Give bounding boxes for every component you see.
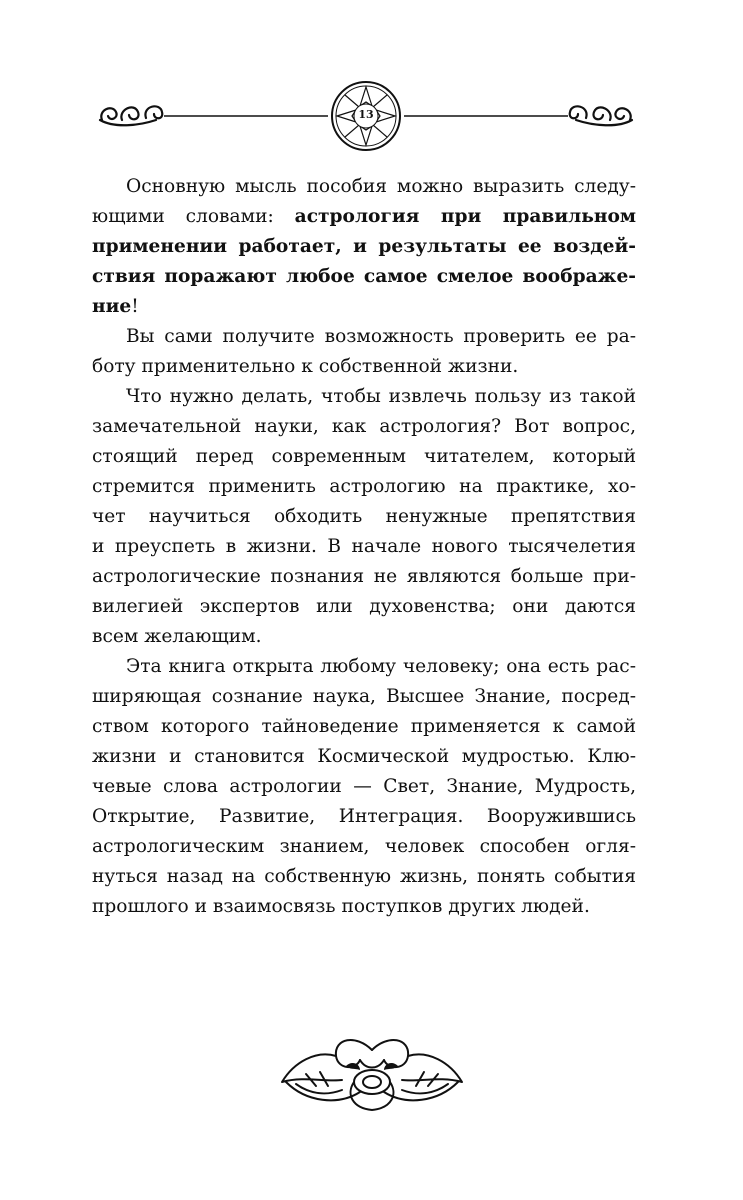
text-line bbox=[92, 532, 636, 562]
text-line bbox=[92, 202, 636, 232]
text-line bbox=[92, 412, 636, 442]
text-line bbox=[92, 502, 636, 532]
text-run: прошлого и взаимосвязь поступков других людей. bbox=[92, 896, 590, 917]
text-run: боту применительно к собственной жизни. bbox=[92, 356, 519, 377]
text-run: Что нужно делать, чтобы извлечь пользу из такой bbox=[126, 386, 636, 407]
text-run: Вы сами получите возможность проверить ее ра- bbox=[126, 326, 636, 347]
paragraph-4 bbox=[92, 652, 636, 922]
text-run: чет научиться обходить ненужные препятствия bbox=[92, 506, 636, 527]
text-line bbox=[92, 232, 636, 262]
text-line bbox=[92, 742, 636, 772]
text-run: ширяющая сознание наука, Высшее Знание, посред- bbox=[92, 686, 636, 707]
footer-ornament-icon bbox=[276, 1030, 468, 1116]
text-line bbox=[92, 352, 636, 382]
text-line bbox=[92, 862, 636, 892]
text-line bbox=[92, 262, 636, 292]
bold-text-run: ствия поражают любое самое смелое воображе- bbox=[92, 266, 636, 287]
text-line bbox=[92, 772, 636, 802]
text-run: вилегией экспертов или духовенства; они даются bbox=[92, 596, 636, 617]
paragraph-3 bbox=[92, 382, 636, 652]
text-run: Открытие, Развитие, Интеграция. Вооружившись bbox=[92, 806, 636, 827]
text-line bbox=[92, 892, 636, 922]
text-run: замечательной науки, как астрология? Вот вопрос, bbox=[92, 416, 636, 437]
text-line bbox=[92, 322, 636, 352]
text-run: ющими словами: bbox=[92, 206, 295, 227]
text-run: жизни и становится Космической мудростью. Клю- bbox=[92, 746, 636, 767]
text-run: астрологические познания не являются больше при- bbox=[92, 566, 636, 587]
text-line bbox=[92, 292, 636, 322]
text-line bbox=[92, 652, 636, 682]
text-line bbox=[92, 832, 636, 862]
text-run: Эта книга открыта любому человеку; она есть рас- bbox=[126, 656, 636, 677]
bold-text-run: ние bbox=[92, 296, 132, 317]
text-line bbox=[92, 682, 636, 712]
page-number: 13 bbox=[358, 108, 374, 121]
text-run: Основную мысль пособия можно выразить следу- bbox=[126, 176, 636, 197]
text-run: ством которого тайноведение применяется к самой bbox=[92, 716, 636, 737]
text-line bbox=[92, 592, 636, 622]
paragraph-2 bbox=[92, 322, 636, 382]
text-run: ! bbox=[131, 296, 139, 317]
text-line bbox=[92, 712, 636, 742]
text-run: стремится применить астрологию на практике, хо- bbox=[92, 476, 636, 497]
text-line bbox=[92, 562, 636, 592]
page-header-ornament bbox=[94, 80, 638, 152]
text-run: стоящий перед современным читателем, который bbox=[92, 446, 636, 467]
text-run: нуться назад на собственную жизнь, понять события bbox=[92, 866, 636, 887]
text-line bbox=[92, 802, 636, 832]
text-line bbox=[92, 442, 636, 472]
bold-text-run: применении работает, и результаты ее воздей- bbox=[92, 236, 636, 257]
text-line bbox=[92, 382, 636, 412]
text-line bbox=[92, 172, 636, 202]
page-body-text bbox=[92, 172, 636, 922]
text-line bbox=[92, 622, 636, 652]
text-run: всем желающим. bbox=[92, 626, 262, 647]
text-run: астрологическим знанием, человек способен огля- bbox=[92, 836, 636, 857]
text-run: и преуспеть в жизни. В начале нового тысячелетия bbox=[92, 536, 636, 557]
paragraph-1 bbox=[92, 172, 636, 322]
bold-text-run: астрология при правильном bbox=[294, 206, 637, 227]
text-line bbox=[92, 472, 636, 502]
text-run: чевые слова астрологии — Свет, Знание, Мудрость, bbox=[92, 776, 636, 797]
